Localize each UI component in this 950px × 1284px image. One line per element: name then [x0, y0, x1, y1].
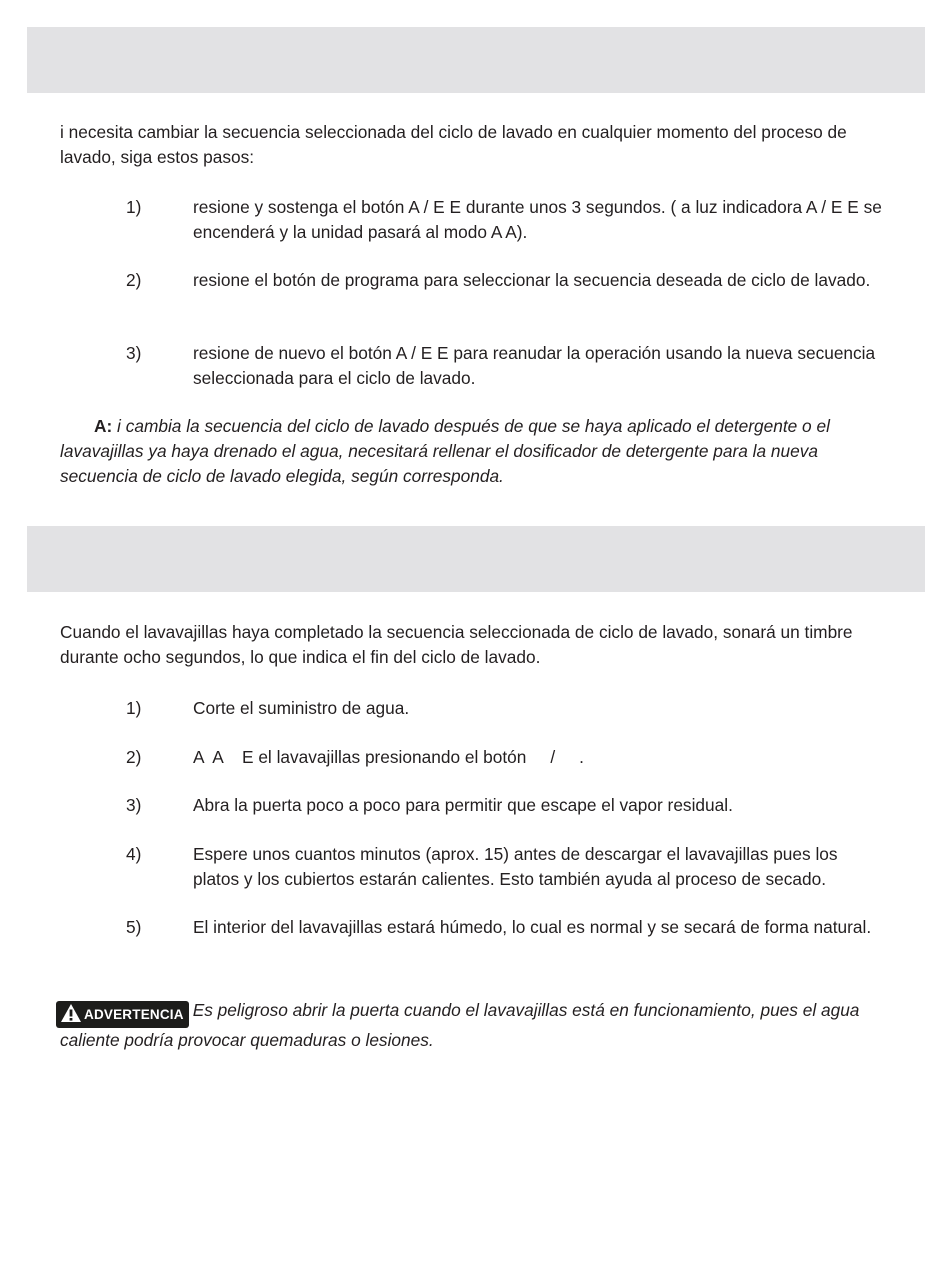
step-number: 2)	[126, 747, 142, 767]
warning-paragraph	[60, 998, 895, 1053]
step-text: Abra la puerta poco a poco para permitir que escape el vapor residual.	[193, 795, 733, 815]
step-text: resione de nuevo el botón A / E E para reanudar la operación usando la nueva secuencia seleccionada para el ciclo de lavado.	[193, 343, 876, 388]
step-number: 1)	[126, 197, 142, 217]
step-text: Corte el suministro de agua.	[193, 698, 410, 718]
step-number: 3)	[126, 795, 142, 815]
step-number: 2)	[126, 270, 142, 290]
step-item	[126, 341, 886, 391]
step-text: Espere unos cuantos minutos (aprox. 15) antes de descargar el lavavajillas pues los platos y los cubiertos estarán calientes. Esto también ayuda al proceso de secado.	[193, 844, 838, 889]
warning-badge	[56, 1001, 189, 1028]
warning-badge-label: ADVERTENCIA	[84, 1007, 184, 1022]
step-text: resione el botón de programa para seleccionar la secuencia deseada de ciclo de lavado.	[193, 270, 871, 290]
step-item	[126, 745, 886, 770]
step-number: 3)	[126, 343, 142, 363]
step-item	[126, 793, 886, 818]
section1-intro: i necesita cambiar la secuencia seleccionada del ciclo de lavado en cualquier momento del proceso de lavado, siga estos pasos:	[60, 122, 847, 167]
section-header-band	[27, 526, 925, 592]
step-number: 1)	[126, 698, 142, 718]
step-item	[126, 268, 886, 293]
note-label: A:	[94, 416, 113, 436]
step-number: 4)	[126, 844, 142, 864]
section1-note	[60, 414, 895, 489]
step-item	[126, 915, 886, 940]
step-text: resione y sostenga el botón A / E E durante unos 3 segundos. ( a luz indicadora A / E E se encenderá y la unidad pasará al modo A A).	[193, 197, 882, 242]
step-item	[126, 842, 886, 892]
step-text: A A E el lavavajillas presionando el botón / .	[193, 747, 584, 767]
step-item	[126, 195, 886, 245]
step-text: El interior del lavavajillas estará húmedo, lo cual es normal y se secará de forma natural.	[193, 917, 872, 937]
section-header-band	[27, 27, 925, 93]
note-text: i cambia la secuencia del ciclo de lavado después de que se haya aplicado el detergente o el lavavajillas ya haya drenado el agua, necesitará rellenar el dosificador de detergente para la nueva secuencia de ciclo de lavado elegida, según corresponda.	[60, 416, 830, 486]
step-item	[126, 696, 886, 721]
warning-triangle-icon	[60, 1003, 82, 1023]
step-number: 5)	[126, 917, 142, 937]
section2-intro: Cuando el lavavajillas haya completado la secuencia seleccionada de ciclo de lavado, sonará un timbre durante ocho segundos, lo que indica el fin del ciclo de lavado.	[60, 622, 853, 667]
warning-text: Es peligroso abrir la puerta cuando el lavavajillas está en funcionamiento, pues el agua caliente podría provocar quemaduras o lesiones.	[60, 1000, 860, 1050]
